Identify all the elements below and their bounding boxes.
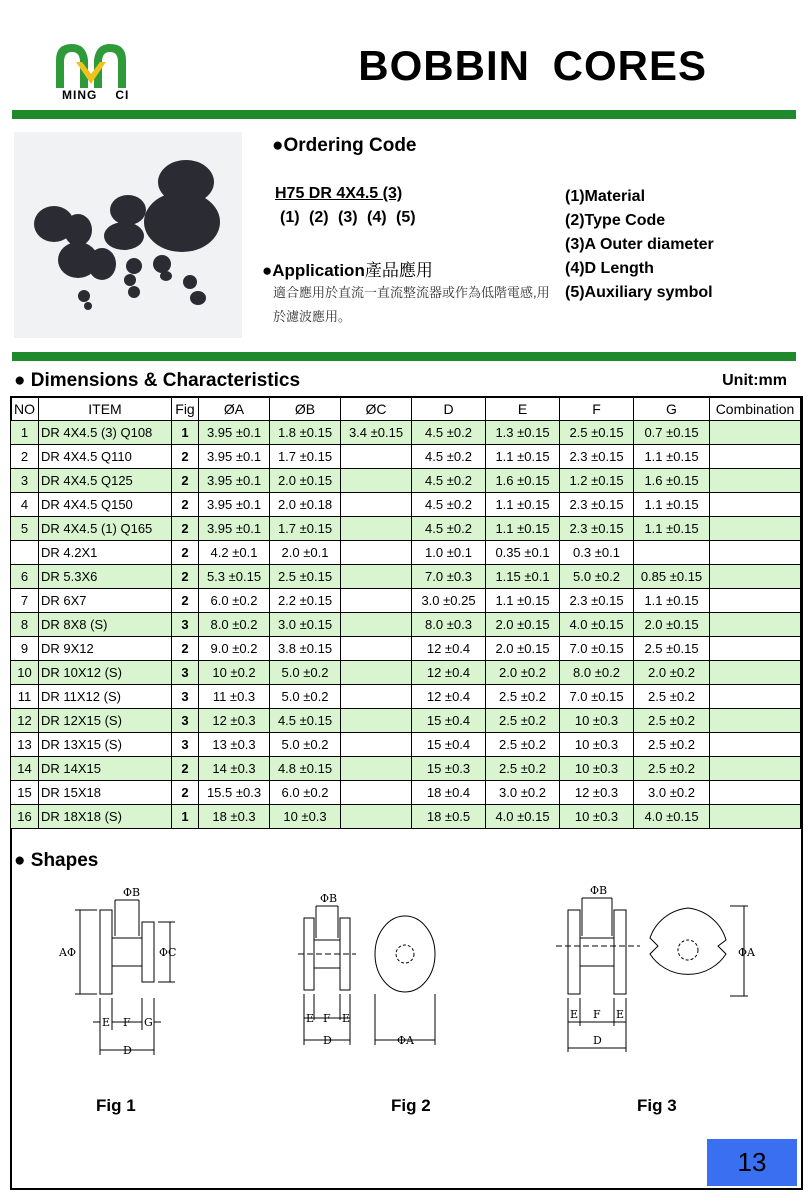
cell-comb xyxy=(710,733,801,757)
fig2-mark-f: F xyxy=(323,1012,331,1025)
cell-f: 2.5 ±0.15 xyxy=(560,421,634,445)
header-divider xyxy=(12,110,796,119)
column-header: G xyxy=(634,397,710,421)
table-row xyxy=(11,685,801,709)
cell-d: 4.5 ±0.2 xyxy=(412,469,486,493)
cell-b: 1.7 ±0.15 xyxy=(270,517,341,541)
cell-a: 18 ±0.3 xyxy=(199,805,270,829)
application-text: 適合應用於直流一直流整流器或作為低階電感,用於濾波應用。 xyxy=(273,285,550,324)
cell-no: 12 xyxy=(11,709,39,733)
cell-f: 4.0 ±0.15 xyxy=(560,613,634,637)
cell-comb xyxy=(710,493,801,517)
table-row xyxy=(11,541,801,565)
cell-b: 5.0 ±0.2 xyxy=(270,661,341,685)
cell-comb xyxy=(710,661,801,685)
fig2-mark-e2: E xyxy=(342,1012,351,1025)
cell-b: 5.0 ±0.2 xyxy=(270,733,341,757)
cell-comb xyxy=(710,541,801,565)
table-row xyxy=(11,781,801,805)
fig2-mark-a: ΦA xyxy=(397,1034,414,1047)
ordering-code-example: H75 DR 4X4.5 (3) xyxy=(275,185,403,202)
cell-fig: 1 xyxy=(172,421,199,445)
cell-comb xyxy=(710,757,801,781)
cell-c xyxy=(341,805,412,829)
fig1-mark-e: E xyxy=(102,1016,111,1029)
cell-a: 6.0 ±0.2 xyxy=(199,589,270,613)
cell-comb xyxy=(710,637,801,661)
cell-b: 5.0 ±0.2 xyxy=(270,685,341,709)
cell-f: 2.3 ±0.15 xyxy=(560,493,634,517)
cell-d: 18 ±0.5 xyxy=(412,805,486,829)
cell-comb xyxy=(710,565,801,589)
ordering-code-parts: (1) (2) (3) (4) (5) xyxy=(280,209,416,226)
cell-b: 2.0 ±0.1 xyxy=(270,541,341,565)
fig3-mark-d: D xyxy=(593,1034,602,1047)
cell-item: DR 13X15 (S) xyxy=(39,733,172,757)
cell-item: DR 9X12 xyxy=(39,637,172,661)
fig1-mark-f: F xyxy=(123,1016,131,1029)
dimensions-table-body xyxy=(11,421,801,829)
cell-f: 2.3 ±0.15 xyxy=(560,445,634,469)
cell-fig: 3 xyxy=(172,709,199,733)
table-row xyxy=(11,589,801,613)
cell-f: 10 ±0.3 xyxy=(560,805,634,829)
cell-f: 2.3 ±0.15 xyxy=(560,589,634,613)
cell-b: 10 ±0.3 xyxy=(270,805,341,829)
cell-e: 2.0 ±0.2 xyxy=(486,661,560,685)
cell-b: 6.0 ±0.2 xyxy=(270,781,341,805)
cell-g: 1.1 ±0.15 xyxy=(634,493,710,517)
cell-d: 12 ±0.4 xyxy=(412,637,486,661)
cell-item: DR 10X12 (S) xyxy=(39,661,172,685)
cell-b: 1.7 ±0.15 xyxy=(270,445,341,469)
cell-c: 3.4 ±0.15 xyxy=(341,421,412,445)
cell-f: 2.3 ±0.15 xyxy=(560,517,634,541)
cell-d: 12 ±0.4 xyxy=(412,685,486,709)
cell-g: 1.1 ±0.15 xyxy=(634,517,710,541)
cell-no: 9 xyxy=(11,637,39,661)
cell-d: 15 ±0.4 xyxy=(412,709,486,733)
table-row xyxy=(11,805,801,829)
cell-no: 8 xyxy=(11,613,39,637)
m-logo-icon xyxy=(50,38,132,90)
cell-g: 4.0 ±0.15 xyxy=(634,805,710,829)
fig3-mark-b: ΦB xyxy=(590,884,608,897)
cell-e: 2.5 ±0.2 xyxy=(486,709,560,733)
page-number-badge: 13 xyxy=(707,1139,797,1186)
column-header: E xyxy=(486,397,560,421)
cell-comb xyxy=(710,589,801,613)
cell-no: 13 xyxy=(11,733,39,757)
cell-b: 2.0 ±0.18 xyxy=(270,493,341,517)
bullet-icon: ● xyxy=(14,850,26,871)
legend-item: (4)D Length xyxy=(565,260,654,277)
cell-e: 1.3 ±0.15 xyxy=(486,421,560,445)
fig2-drawing xyxy=(290,890,450,1055)
table-row xyxy=(11,445,801,469)
cell-f: 10 ±0.3 xyxy=(560,757,634,781)
fig3-mark-e2: E xyxy=(616,1008,625,1021)
cell-fig: 2 xyxy=(172,565,199,589)
cell-comb xyxy=(710,421,801,445)
brand-name: MING CI xyxy=(62,88,130,102)
cell-item: DR 8X8 (S) xyxy=(39,613,172,637)
cell-b: 2.0 ±0.15 xyxy=(270,469,341,493)
cell-item: DR 4X4.5 Q110 xyxy=(39,445,172,469)
cell-c xyxy=(341,589,412,613)
cell-g xyxy=(634,541,710,565)
cell-c xyxy=(341,685,412,709)
cell-fig: 2 xyxy=(172,781,199,805)
cell-d: 8.0 ±0.3 xyxy=(412,613,486,637)
cell-g: 2.0 ±0.2 xyxy=(634,661,710,685)
column-header: F xyxy=(560,397,634,421)
table-row xyxy=(11,565,801,589)
cell-g: 2.0 ±0.15 xyxy=(634,613,710,637)
cell-b: 4.5 ±0.15 xyxy=(270,709,341,733)
cell-a: 11 ±0.3 xyxy=(199,685,270,709)
cell-a: 3.95 ±0.1 xyxy=(199,421,270,445)
cell-g: 2.5 ±0.15 xyxy=(634,637,710,661)
cell-b: 2.5 ±0.15 xyxy=(270,565,341,589)
cell-g: 2.5 ±0.2 xyxy=(634,733,710,757)
cell-d: 4.5 ±0.2 xyxy=(412,421,486,445)
cell-fig: 2 xyxy=(172,445,199,469)
legend-item: (2)Type Code xyxy=(565,212,666,229)
fig2-mark-e1: E xyxy=(306,1012,315,1025)
cell-fig: 3 xyxy=(172,661,199,685)
cell-c xyxy=(341,541,412,565)
cell-e: 1.15 ±0.1 xyxy=(486,565,560,589)
shapes-heading: ● Shapes xyxy=(14,850,99,871)
cell-f: 8.0 ±0.2 xyxy=(560,661,634,685)
cell-c xyxy=(341,709,412,733)
cell-comb xyxy=(710,805,801,829)
cell-d: 4.5 ±0.2 xyxy=(412,445,486,469)
cell-item: DR 4.2X1 xyxy=(39,541,172,565)
fig3-mark-f: F xyxy=(593,1008,601,1021)
table-header-row xyxy=(11,397,801,421)
cell-no: 7 xyxy=(11,589,39,613)
cell-b: 3.8 ±0.15 xyxy=(270,637,341,661)
cell-d: 4.5 ±0.2 xyxy=(412,493,486,517)
legend-item: (5)Auxiliary symbol xyxy=(565,284,713,301)
cell-c xyxy=(341,613,412,637)
cell-d: 3.0 ±0.25 xyxy=(412,589,486,613)
cell-a: 3.95 ±0.1 xyxy=(199,517,270,541)
cell-a: 4.2 ±0.1 xyxy=(199,541,270,565)
cell-e: 1.1 ±0.15 xyxy=(486,517,560,541)
cell-item: DR 6X7 xyxy=(39,589,172,613)
cell-f: 10 ±0.3 xyxy=(560,733,634,757)
cell-c xyxy=(341,733,412,757)
cell-f: 1.2 ±0.15 xyxy=(560,469,634,493)
column-header: ØB xyxy=(270,397,341,421)
cell-d: 4.5 ±0.2 xyxy=(412,517,486,541)
cell-item: DR 12X15 (S) xyxy=(39,709,172,733)
cell-e: 2.5 ±0.2 xyxy=(486,685,560,709)
cell-f: 7.0 ±0.15 xyxy=(560,685,634,709)
page-title: BOBBIN CORES xyxy=(358,42,707,89)
cell-g: 3.0 ±0.2 xyxy=(634,781,710,805)
cell-item: DR 15X18 xyxy=(39,781,172,805)
cell-no: 5 xyxy=(11,517,39,541)
cell-no: 16 xyxy=(11,805,39,829)
cell-comb xyxy=(710,613,801,637)
cell-fig: 2 xyxy=(172,637,199,661)
cell-fig: 2 xyxy=(172,541,199,565)
cell-d: 18 ±0.4 xyxy=(412,781,486,805)
fig2-label: Fig 2 xyxy=(391,1096,431,1115)
cell-e: 2.0 ±0.15 xyxy=(486,613,560,637)
fig3-mark-e1: E xyxy=(570,1008,579,1021)
cell-a: 5.3 ±0.15 xyxy=(199,565,270,589)
cell-a: 3.95 ±0.1 xyxy=(199,493,270,517)
column-header: ØC xyxy=(341,397,412,421)
table-row xyxy=(11,637,801,661)
cell-fig: 3 xyxy=(172,613,199,637)
legend-item: (1)Material xyxy=(565,188,646,205)
fig2-mark-b: ΦB xyxy=(320,892,338,905)
table-row xyxy=(11,661,801,685)
fig3-label: Fig 3 xyxy=(637,1096,677,1115)
cell-fig: 2 xyxy=(172,517,199,541)
column-header: D xyxy=(412,397,486,421)
cell-e: 1.1 ±0.15 xyxy=(486,445,560,469)
fig2-mark-d: D xyxy=(323,1034,332,1047)
legend-item: (3)A Outer diameter xyxy=(565,236,714,253)
cell-g: 1.1 ±0.15 xyxy=(634,445,710,469)
cell-e: 1.1 ±0.15 xyxy=(486,589,560,613)
cell-no: 14 xyxy=(11,757,39,781)
cell-a: 13 ±0.3 xyxy=(199,733,270,757)
cell-f: 7.0 ±0.15 xyxy=(560,637,634,661)
cell-no: 11 xyxy=(11,685,39,709)
cell-a: 3.95 ±0.1 xyxy=(199,469,270,493)
column-header: NO xyxy=(11,397,39,421)
cell-e: 1.6 ±0.15 xyxy=(486,469,560,493)
cell-b: 4.8 ±0.15 xyxy=(270,757,341,781)
table-row xyxy=(11,757,801,781)
ordering-code-heading: ●Ordering Code xyxy=(272,135,417,156)
column-header: ITEM xyxy=(39,397,172,421)
cell-c xyxy=(341,445,412,469)
cell-item: DR 4X4.5 (3) Q108 xyxy=(39,421,172,445)
cell-no xyxy=(11,541,39,565)
cell-g: 2.5 ±0.2 xyxy=(634,685,710,709)
cell-no: 2 xyxy=(11,445,39,469)
cell-fig: 3 xyxy=(172,733,199,757)
fig1-mark-c: ΦC xyxy=(159,946,177,959)
cell-e: 4.0 ±0.15 xyxy=(486,805,560,829)
cell-fig: 2 xyxy=(172,757,199,781)
cell-item: DR 5.3X6 xyxy=(39,565,172,589)
cell-e: 1.1 ±0.15 xyxy=(486,493,560,517)
cell-item: DR 14X15 xyxy=(39,757,172,781)
cell-c xyxy=(341,469,412,493)
cell-d: 12 ±0.4 xyxy=(412,661,486,685)
cell-e: 2.0 ±0.15 xyxy=(486,637,560,661)
ordering-code-legend xyxy=(565,185,714,305)
cell-g: 1.6 ±0.15 xyxy=(634,469,710,493)
cell-g: 0.85 ±0.15 xyxy=(634,565,710,589)
cell-f: 5.0 ±0.2 xyxy=(560,565,634,589)
cell-item: DR 4X4.5 Q150 xyxy=(39,493,172,517)
cell-comb xyxy=(710,709,801,733)
cell-fig: 3 xyxy=(172,685,199,709)
fig3-mark-a: ΦA xyxy=(738,946,755,959)
bullet-icon: ● xyxy=(14,370,26,391)
fig1-label: Fig 1 xyxy=(96,1096,136,1115)
cell-d: 7.0 ±0.3 xyxy=(412,565,486,589)
cell-comb xyxy=(710,517,801,541)
cell-item: DR 11X12 (S) xyxy=(39,685,172,709)
cell-f: 10 ±0.3 xyxy=(560,709,634,733)
table-row xyxy=(11,517,801,541)
column-header: Fig xyxy=(172,397,199,421)
cell-c xyxy=(341,757,412,781)
cell-no: 15 xyxy=(11,781,39,805)
cell-a: 14 ±0.3 xyxy=(199,757,270,781)
cell-fig: 2 xyxy=(172,589,199,613)
column-header: Combination xyxy=(710,397,801,421)
dimensions-heading: ● Dimensions & Characteristics xyxy=(14,370,301,391)
cell-item: DR 4X4.5 (1) Q165 xyxy=(39,517,172,541)
cell-fig: 1 xyxy=(172,805,199,829)
cell-c xyxy=(341,493,412,517)
cell-c xyxy=(341,637,412,661)
cell-g: 0.7 ±0.15 xyxy=(634,421,710,445)
cell-no: 6 xyxy=(11,565,39,589)
cell-c xyxy=(341,661,412,685)
table-row xyxy=(11,493,801,517)
product-photo xyxy=(14,132,242,338)
cell-fig: 2 xyxy=(172,469,199,493)
fig1-mark-a: AΦ xyxy=(59,946,76,959)
section-divider xyxy=(12,352,796,361)
cell-comb xyxy=(710,445,801,469)
application-heading: ●Application產品應用 xyxy=(262,261,433,280)
cell-f: 12 ±0.3 xyxy=(560,781,634,805)
cell-a: 10 ±0.2 xyxy=(199,661,270,685)
fig1-mark-b: ΦB xyxy=(123,886,141,899)
cell-comb xyxy=(710,469,801,493)
cell-d: 15 ±0.3 xyxy=(412,757,486,781)
table-row xyxy=(11,613,801,637)
cell-no: 10 xyxy=(11,661,39,685)
cell-f: 0.3 ±0.1 xyxy=(560,541,634,565)
cell-d: 1.0 ±0.1 xyxy=(412,541,486,565)
unit-label: Unit:mm xyxy=(722,372,787,389)
fig3-drawing xyxy=(550,880,770,1055)
company-logo xyxy=(50,38,132,90)
cell-d: 15 ±0.4 xyxy=(412,733,486,757)
cell-g: 1.1 ±0.15 xyxy=(634,589,710,613)
cell-e: 3.0 ±0.2 xyxy=(486,781,560,805)
cell-e: 2.5 ±0.2 xyxy=(486,733,560,757)
table-row xyxy=(11,421,801,445)
cell-item: DR 4X4.5 Q125 xyxy=(39,469,172,493)
cell-item: DR 18X18 (S) xyxy=(39,805,172,829)
cell-no: 4 xyxy=(11,493,39,517)
fig1-drawing xyxy=(55,880,195,1060)
cell-no: 3 xyxy=(11,469,39,493)
cell-no: 1 xyxy=(11,421,39,445)
table-row xyxy=(11,709,801,733)
cell-a: 12 ±0.3 xyxy=(199,709,270,733)
cell-b: 1.8 ±0.15 xyxy=(270,421,341,445)
cell-comb xyxy=(710,781,801,805)
cell-e: 2.5 ±0.2 xyxy=(486,757,560,781)
cell-comb xyxy=(710,685,801,709)
table-row xyxy=(11,469,801,493)
column-header: ØA xyxy=(199,397,270,421)
cell-a: 15.5 ±0.3 xyxy=(199,781,270,805)
cell-b: 2.2 ±0.15 xyxy=(270,589,341,613)
cell-a: 3.95 ±0.1 xyxy=(199,445,270,469)
fig1-mark-g: G xyxy=(144,1016,153,1029)
cell-e: 0.35 ±0.1 xyxy=(486,541,560,565)
fig1-mark-d: D xyxy=(123,1044,132,1057)
cell-c xyxy=(341,517,412,541)
cell-c xyxy=(341,565,412,589)
cell-g: 2.5 ±0.2 xyxy=(634,757,710,781)
cell-b: 3.0 ±0.15 xyxy=(270,613,341,637)
dimensions-table xyxy=(10,396,801,829)
cell-a: 9.0 ±0.2 xyxy=(199,637,270,661)
cell-fig: 2 xyxy=(172,493,199,517)
cell-a: 8.0 ±0.2 xyxy=(199,613,270,637)
cell-c xyxy=(341,781,412,805)
table-row xyxy=(11,733,801,757)
cell-g: 2.5 ±0.2 xyxy=(634,709,710,733)
